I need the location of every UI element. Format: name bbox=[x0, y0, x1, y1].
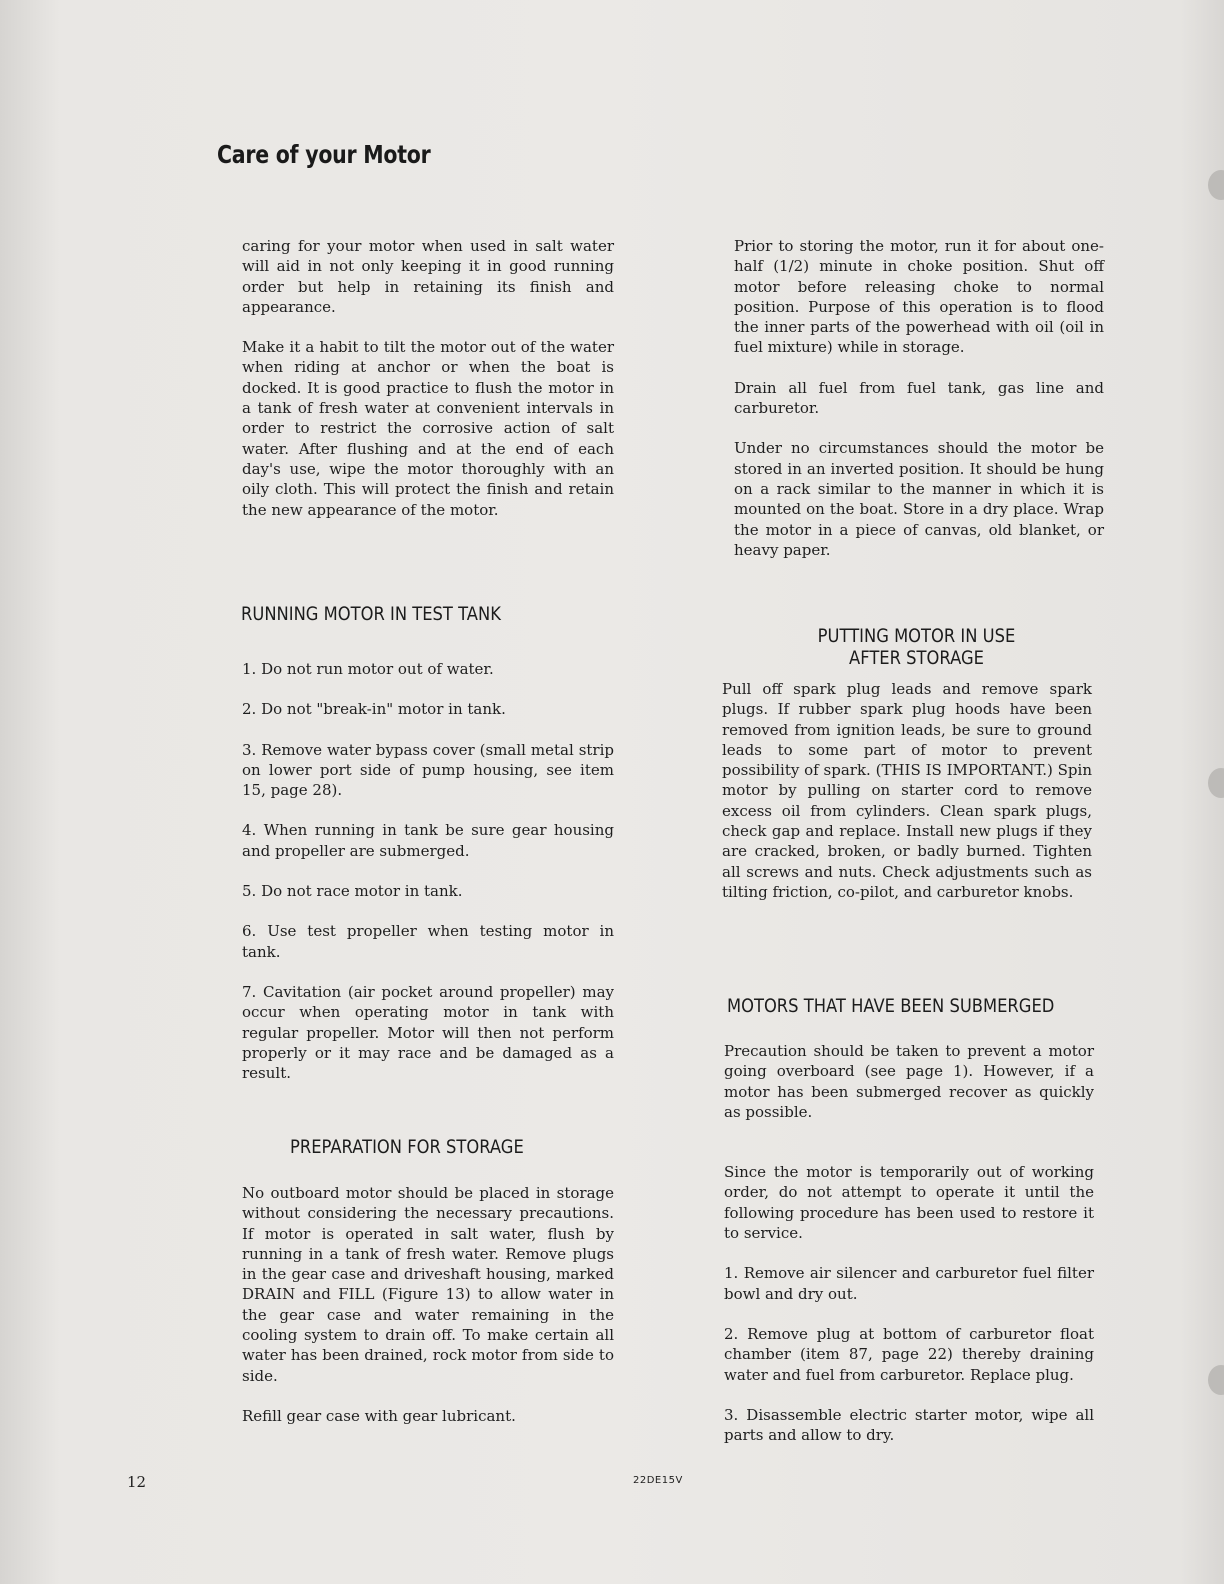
section-heading-running-test-tank: RUNNING MOTOR IN TEST TANK bbox=[241, 603, 501, 625]
paragraph: Since the motor is temporarily out of working order, do not attempt to operate it until the following procedure has been used to restore it to service. bbox=[724, 1163, 1094, 1243]
section-heading-submerged: MOTORS THAT HAVE BEEN SUBMERGED bbox=[727, 995, 1055, 1017]
list-item: 3. Remove water bypass cover (small metal strip on lower port side of pump housing, see item 15, page 28). bbox=[242, 740, 614, 800]
list-item: 4. When running in tank be sure gear housing and propeller are submerged. bbox=[242, 821, 614, 860]
list-item: 1. Remove air silencer and carburetor fuel filter bowl and dry out. bbox=[724, 1264, 1094, 1303]
list-item: 3. Disassemble electric starter motor, wipe all parts and allow to dry. bbox=[724, 1405, 1094, 1445]
model-code: 22DE15V bbox=[633, 1475, 683, 1486]
binder-hole bbox=[1208, 1365, 1224, 1395]
binder-hole bbox=[1208, 170, 1224, 200]
paragraph: caring for your motor when used in salt water will aid in not only keeping it in good running order but help in retaining its finish and appearance. bbox=[242, 237, 614, 316]
paragraph: Precaution should be taken to prevent a motor going overboard (see page 1). However, if a motor has been submerged recover as quickly as possible. bbox=[724, 1042, 1094, 1121]
storage-text-right bbox=[734, 236, 1104, 580]
section-heading-preparation-storage: PREPARATION FOR STORAGE bbox=[290, 1136, 524, 1158]
paragraph: Pull off spark plug leads and remove spark plugs. If rubber spark plug hoods have been removed from ignition leads, be sure to ground leads to some part of motor to prevent possibility of spark. (THIS IS IMPORTANT.) Spin motor by pulling on starter cord to remove excess oil from cylinders. Clean spark plugs, check gap and replace. Install new plugs if they are cracked, broken, or badly burned. Tighten all screws and nuts. Check adjustments such as tilting friction, co-pilot, and carburetor knobs. bbox=[722, 680, 1092, 901]
paragraph: Under no circumstances should the motor be stored in an inverted position. It should be hung on a rack similar to the manner in which it is mounted on the boat. Store in a dry place. Wrap the motor in a piece of canvas, old blanket, or heavy paper. bbox=[734, 439, 1104, 559]
running-list bbox=[242, 659, 614, 1103]
use-after-storage-text bbox=[722, 679, 1092, 922]
paragraph: Make it a habit to tilt the motor out of the water when riding at anchor or when the boat is docked. It is good practice to flush the motor in a tank of fresh water at convenient intervals in order to restrict the corrosive action of salt water. After flushing and at the end of each day's use, wipe the motor thoroughly with an oily cloth. This will protect the finish and retain the new appearance of the motor. bbox=[242, 338, 614, 519]
list-item: 6. Use test propeller when testing motor in tank. bbox=[242, 922, 614, 961]
page-number: 12 bbox=[127, 1473, 147, 1491]
submerged-text bbox=[724, 1041, 1094, 1465]
heading-line: AFTER STORAGE bbox=[849, 647, 984, 669]
storage-text-left bbox=[242, 1183, 614, 1446]
heading-line: PUTTING MOTOR IN USE bbox=[817, 625, 1016, 647]
page-title: Care of your Motor bbox=[217, 140, 431, 169]
paragraph: No outboard motor should be placed in storage without considering the necessary precautions. If motor is operated in salt water, flush by running in a tank of fresh water. Remove plugs in the gear case and driveshaft housing, marked DRAIN and FILL (Figure 13) to allow water in the gear case and water remaining in the cooling system to drain off. To make certain all water has been drained, rock motor from side to side. bbox=[242, 1184, 614, 1385]
left-intro bbox=[242, 236, 614, 540]
binder-hole bbox=[1208, 768, 1224, 798]
paragraph: Drain all fuel from fuel tank, gas line and carburetor. bbox=[734, 378, 1104, 418]
list-item: 1. Do not run motor out of water. bbox=[242, 660, 494, 678]
list-item: 5. Do not race motor in tank. bbox=[242, 882, 463, 901]
list-item: 7. Cavitation (air pocket around propeller) may occur when operating motor in tank with regular propeller. Motor will then not perform properly or it may race and be damaged as a result. bbox=[242, 982, 614, 1083]
paragraph: Refill gear case with gear lubricant. bbox=[242, 1406, 516, 1425]
paragraph: Prior to storing the motor, run it for about one-half (1/2) minute in choke position. Shut off motor before releasing choke to normal position. Purpose of this operation is to flood the inner parts of the powerhead with oil (oil in fuel mixture) while in storage. bbox=[734, 237, 1104, 357]
list-item: 2. Do not "break-in" motor in tank. bbox=[242, 700, 506, 719]
section-heading-putting-motor-in-use bbox=[729, 625, 1104, 669]
list-item: 2. Remove plug at bottom of carburetor float chamber (item 87, page 22) thereby draining water and fuel from carburetor. Replace plug. bbox=[724, 1324, 1094, 1384]
